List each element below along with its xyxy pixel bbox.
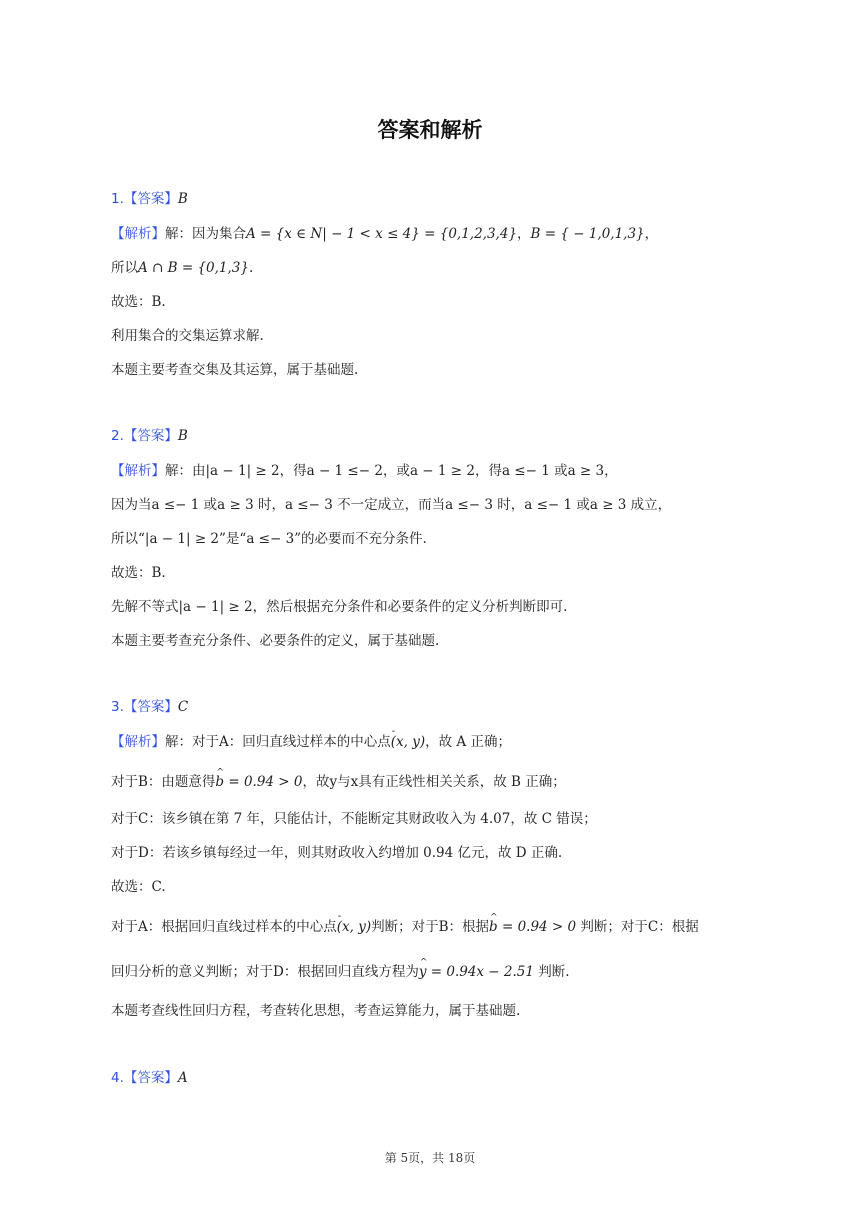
q1-analysis-line-1 [111, 224, 658, 244]
q4-answer-line [111, 1068, 188, 1088]
q3-analysis-line-2 [111, 772, 566, 792]
q3-text: 对于B：由题意得 [111, 774, 216, 790]
q3-number: 3. [111, 699, 124, 715]
q1-math: A = {x ∈ N| − 1 < x ≤ 4} = {0,1,2,3,4} [246, 226, 518, 242]
q2-analysis-line-4: 故选：B. [111, 565, 166, 581]
q3-math-slope: ^ b = 0.94 > 0 [215, 772, 302, 792]
q1-text: ， [517, 226, 531, 242]
q3-text: ，故y与x具有正线性相关关系，故 B 正确； [302, 774, 566, 790]
q3-analysis-line-5: 故选：C. [111, 879, 166, 895]
q1-math: B = { − 1,0,1,3} [530, 226, 645, 242]
answer-label: 【答案】 [123, 1070, 178, 1086]
q3-analysis-line-1 [111, 732, 511, 752]
q3-text: 对于A：根据回归直线过样本的中心点 [111, 919, 337, 935]
q1-answer: B [177, 191, 188, 207]
q2-text: 解：由|a − 1| ≥ 2，得a − 1 ≤− 2，或a − 1 ≥ 2，得a ≤− 1 或a ≥ 3， [165, 463, 618, 479]
q1-analysis-line-3: 故选：B. [111, 294, 166, 310]
q2-analysis-line-3: 所以“|a − 1| ≥ 2”是“a ≤− 3”的必要而不充分条件. [111, 531, 427, 547]
q1-math: A ∩ B = {0,1,3} [138, 260, 249, 276]
q1-analysis-line-2 [111, 258, 253, 278]
q4-answer: A [177, 1070, 188, 1086]
q1-number: 1. [111, 191, 124, 207]
q3-text: 回归分析的意义判断；对于D：根据回归直线方程为 [111, 964, 419, 980]
answer-label: 【答案】 [123, 428, 178, 444]
q2-number: 2. [111, 428, 124, 444]
q1-text: 所以 [111, 260, 138, 276]
q3-analysis-line-3: 对于C：该乡镇在第 7 年，只能估计，不能断定其财政收入为 4.07，故 C 错误； [111, 811, 597, 827]
q2-analysis-line-1 [111, 461, 618, 481]
q2-answer: B [177, 428, 188, 444]
page-title: 答案和解析 [377, 118, 483, 142]
q3-text: 判断. [533, 964, 570, 980]
q3-text: 判断；对于B：根据 [371, 919, 490, 935]
q3-math-slope: ^ b = 0.94 > 0 [489, 917, 576, 937]
q1-analysis-line-4: 利用集合的交集运算求解. [111, 328, 264, 344]
q1-text: 解：因为集合 [165, 226, 246, 242]
q3-math-center-point: - (x, y) [391, 732, 425, 752]
q3-analysis-line-6 [111, 917, 699, 937]
q3-analysis-line-8: 本题考查线性回归方程，考查转化思想，考查运算能力，属于基础题. [111, 1003, 521, 1019]
q2-analysis-line-5: 先解不等式|a − 1| ≥ 2，然后根据充分条件和必要条件的定义分析判断即可. [111, 599, 568, 615]
q3-text: 判断；对于C：根据 [576, 919, 699, 935]
q3-analysis-line-7 [111, 962, 570, 982]
q1-text: . [249, 260, 254, 276]
analysis-label: 【解析】 [111, 734, 165, 750]
q4-number: 4. [111, 1070, 124, 1086]
analysis-label: 【解析】 [111, 226, 165, 242]
q2-answer-line [111, 426, 188, 446]
q3-analysis-line-4: 对于D：若该乡镇每经过一年，则其财政收入约增加 0.94 亿元，故 D 正确. [111, 845, 563, 861]
answer-label: 【答案】 [123, 699, 178, 715]
q1-analysis-line-5: 本题主要考查交集及其运算，属于基础题. [111, 362, 359, 378]
q1-answer-line [111, 189, 188, 209]
page-footer: 第 5页，共 18页 [384, 1151, 476, 1165]
q2-analysis-line-6: 本题主要考查充分条件、必要条件的定义，属于基础题. [111, 633, 440, 649]
q3-text: 解：对于A：回归直线过样本的中心点 [165, 734, 391, 750]
answer-label: 【答案】 [123, 191, 178, 207]
analysis-label: 【解析】 [111, 463, 165, 479]
q3-math-regression: ^ y = 0.94x − 2.51 [419, 962, 534, 982]
q2-analysis-line-2: 因为当a ≤− 1 或a ≥ 3 时，a ≤− 3 不一定成立，而当a ≤− 3 时，a ≤− 1 或a ≥ 3 成立， [111, 497, 672, 513]
q1-text: ， [644, 226, 659, 242]
q3-answer: C [177, 699, 189, 715]
q3-math-center-point: - (x, y) [337, 917, 371, 937]
q3-text: ，故 A 正确； [425, 734, 511, 750]
q3-answer-line [111, 697, 188, 717]
